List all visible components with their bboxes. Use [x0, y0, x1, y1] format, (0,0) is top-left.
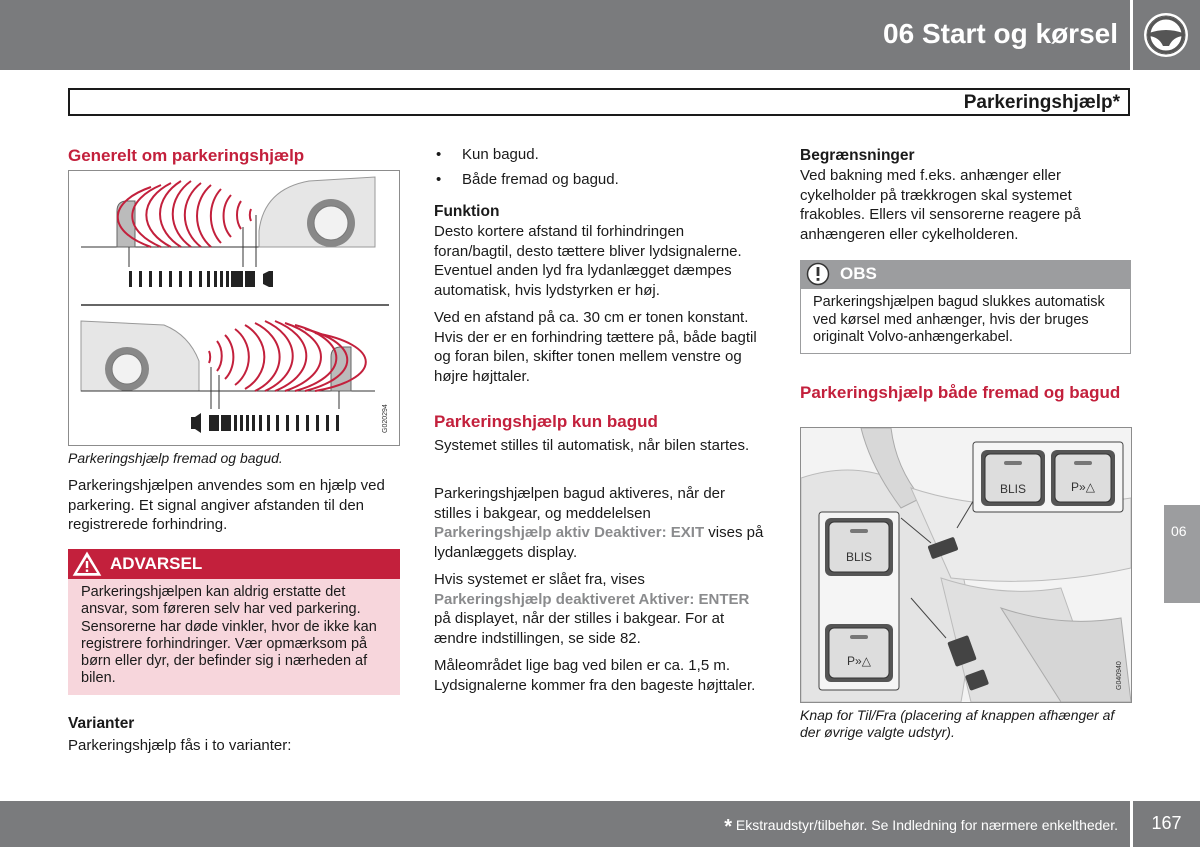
heading-varianter: Varianter [68, 715, 135, 732]
page-number-box [1133, 801, 1200, 847]
funktion-paragraph-1: Desto kortere afstand til forhindringen foran/bagtil, desto tættere bliver lydsignalerne. Eventuel anden lyd fra lydanlægget dæmpes automatisk, hvis lydstyrken er høj. [434, 223, 742, 299]
display-message-active: Parkeringshjælp aktiv Deaktiver: EXIT [434, 524, 705, 541]
bagud-paragraph-1: Systemet stilles til automatisk, når bilen startes. [434, 437, 750, 454]
display-message-inactive: Parkeringshjælp deaktiveret Aktiver: ENTER [434, 590, 750, 608]
figure-code: G020294 [382, 404, 389, 433]
heading-funktion: Funktion [434, 203, 500, 220]
figure-code-2: G040940 [1116, 661, 1123, 690]
warning-label: ADVARSEL [110, 554, 203, 573]
intro-paragraph: Parkeringshjælpen anvendes som en hjælp ved parkering. Et signal angiver afstanden til den registrerede forhindring. [68, 477, 385, 533]
funktion-paragraph-2: Ved en afstand på ca. 30 cm er tonen konstant. Hvis der er en forhindring tættere på, både bagtil og foran bilen, skifter tonen mellem venstre og højre højttaler. [434, 309, 757, 385]
obs-body [800, 288, 1131, 354]
figure-caption: Parkeringshjælp fremad og bagud. [68, 450, 283, 466]
chapter-tab-label: 06 [1171, 523, 1187, 539]
heading-fremad-bagud: Parkeringshjælp både fremad og bagud [800, 383, 1121, 402]
button-location-figure [800, 427, 1132, 703]
warning-text: Parkeringshjælpen kan aldrig erstatte det ansvar, som føreren selv har ved parkering. Sensorerne har døde vinkler, hvor de ikke kan registrere forhindringer. Vær opmærksom på børn eller dyr, der befinder sig i nærheden af bilen. [81, 584, 377, 687]
bagud-paragraph-3: Hvis systemet er slået fra, vises Parkeringshjælp deaktiveret Aktiver: ENTER på displayet, når der stilles i bakgear. For at ændre indstillingen, se side 82. [434, 571, 750, 647]
heading-generelt: Generelt om parkeringshjælp [68, 146, 305, 165]
steering-wheel-icon [1133, 0, 1200, 70]
blis-button-label-left: BLIS [845, 550, 873, 564]
console-illustration [801, 428, 1131, 702]
obs-header [800, 260, 1131, 288]
list-item: • Både fremad og bagud. [436, 170, 619, 188]
footer-note: * Ekstraudstyr/tilbehør. Se Indledning for nærmere enkeltheder. [724, 816, 1118, 838]
parking-sensor-figure [68, 170, 400, 446]
obs-label: OBS [840, 264, 877, 283]
obs-text: Parkeringshjælpen bagud slukkes automatisk ved kørsel med anhænger, hvis der bruges originalt Volvo-anhængerkabel. [813, 294, 1105, 345]
begraensninger-text: Ved bakning med f.eks. anhænger eller cykelholder på trækkrogen skal systemet frakobles. Ellers vil sensorerne reagere på anhængeren eller cykelholderen. [800, 167, 1081, 243]
chapter-tab [1164, 505, 1200, 603]
warning-body [68, 579, 400, 695]
section-title: Parkeringshjælp* [963, 92, 1120, 113]
chapter-title: 06 Start og kørsel [883, 18, 1118, 49]
header-icon-box [1133, 0, 1200, 70]
button-figure-caption: Knap for Til/Fra (placering af knappen afhænger af der øvrige valgte udstyr). [800, 707, 1115, 740]
warning-header [68, 549, 400, 579]
park-button-label-left: P»△ [847, 654, 871, 668]
park-button-label-top: P»△ [1071, 480, 1095, 494]
page-number: 167 [1151, 813, 1182, 833]
blis-button-label-top: BLIS [999, 482, 1027, 496]
section-title-box [68, 88, 1130, 116]
heading-begraensninger: Begrænsninger [800, 147, 915, 164]
bagud-paragraph-4: Måleområdet lige bag ved bilen er ca. 1,5 m. Lydsignalerne kommer fra den bageste højttaler. [434, 657, 756, 694]
warning-triangle-icon [72, 551, 102, 577]
bagud-paragraph-2: Parkeringshjælpen bagud aktiveres, når der stilles i bakgear, og meddelelsen Parkeringshjælp aktiv Deaktiver: EXIT vises på lydanlæggets display. [434, 485, 764, 561]
info-icon [806, 262, 830, 286]
varianter-text: Parkeringshjælp fås i to varianter: [68, 737, 292, 754]
heading-kun-bagud: Parkeringshjælp kun bagud [434, 412, 658, 431]
variant-list [434, 145, 764, 189]
list-item: • Kun bagud. [436, 146, 539, 163]
footer-bar [0, 801, 1130, 847]
parking-sensor-illustration [69, 171, 399, 445]
